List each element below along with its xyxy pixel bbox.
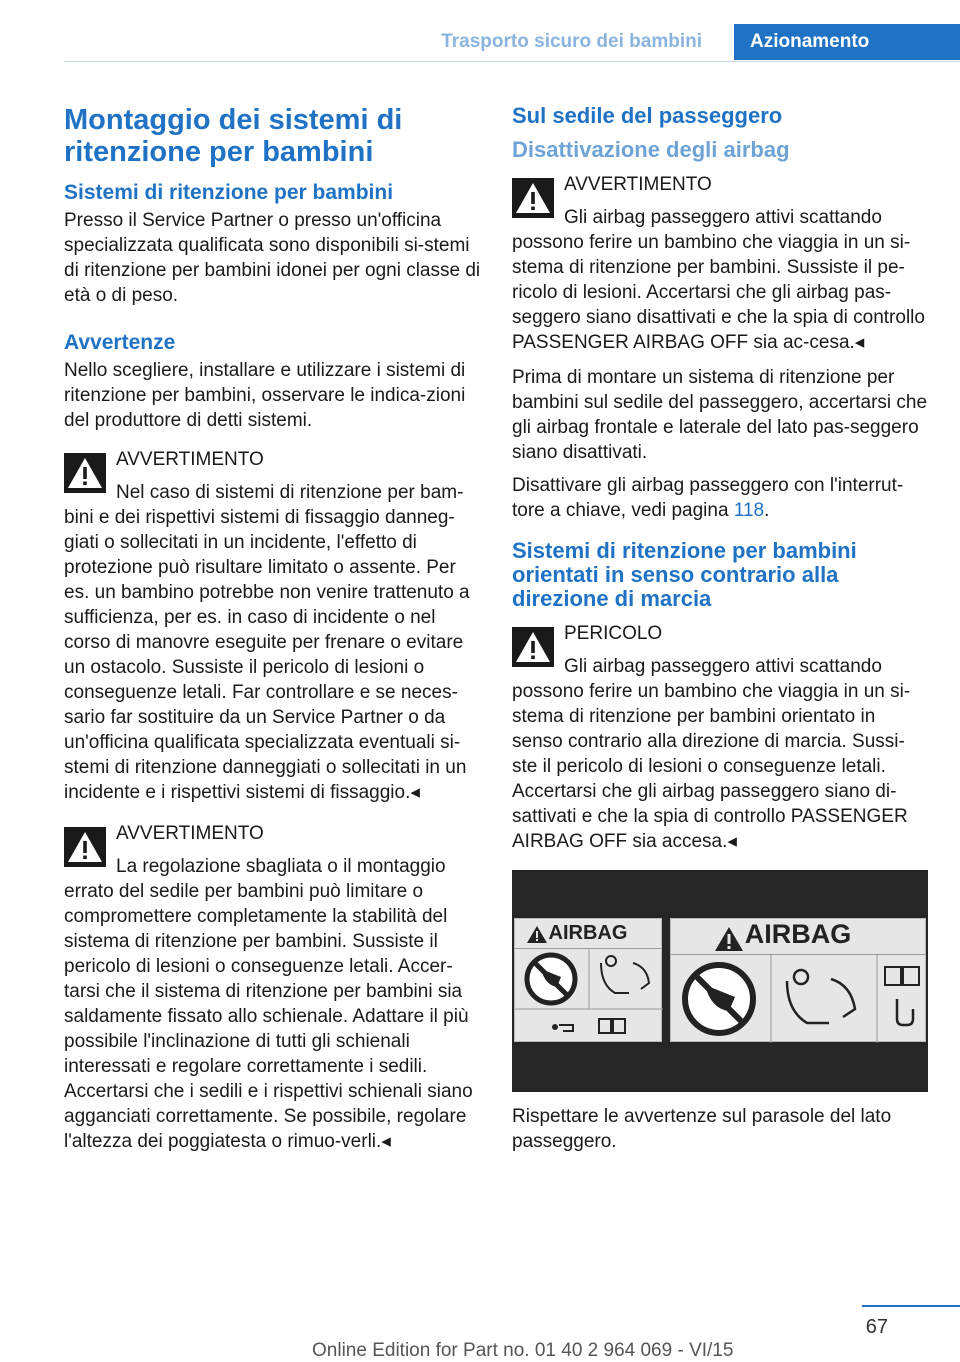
section-heading-avvertenze: Avvertenze [64,331,176,354]
prohibited-child-seat-icon [527,955,575,1003]
section-heading-disattivazione: Disattivazione degli airbag [512,137,790,162]
danger-label: PERICOLO [564,623,663,644]
warning-triangle-icon [527,926,547,943]
breadcrumb[interactable]: Trasporto sicuro dei bambini [441,31,702,52]
warning-triangle-icon [512,178,554,218]
pointing-hand-icon [553,1025,573,1031]
prohibited-child-seat-icon [685,965,753,1033]
warning-text: La regolazione sbagliata o il montaggio errato del sedile per bambini può limitare o compromettere completamente la stabilità del sistema di ritenzione per bambini. Sussiste il pericolo di lesioni o conseguenze letali. Accer-tarsi che il sistema di ritenzione per bambini sia saldamente fissato allo schienale. Adattare il più possibile l'inclinazione di tutti gli schienali interessati e regolare correttamente i sedili. Accertarsi che i sedili e i rispettivi schienali siano agganciati correttamente. Se possibile, regolare l'altezza dei poggiatesta o rimuo-verli.◂ [64,856,473,1152]
page-number: 67 [865,1316,888,1338]
section-text-sistemi: Presso il Service Partner o presso un'officina specializzata qualificata sono disponibili si-stemi di ritenzione per bambini idonei per ogni classe di età o di peso. [64,210,481,306]
paragraph-prima-di-montare: Prima di montare un sistema di ritenzione per bambini sul sedile del passeggero, accertarsi che gli airbag frontale e laterale del lato pas-seggero siano disattivati. [512,367,928,463]
paragraph-end: . [764,500,770,521]
section-heading-orientati: Sistemi di ritenzione per bambini orientati in senso contrario alla direzione di marcia [512,538,857,611]
airbag-deploy-icon [601,956,649,993]
warning-label: AVVERTIMENTO [564,174,712,195]
warning-block-2 [64,821,482,1154]
airbag-label-small [514,918,662,1042]
warning-triangle-icon [64,827,106,867]
warning-triangle-icon [64,453,106,493]
airbag-label-large-title: AIRBAG [671,919,925,955]
airbag-deploy-icon [787,970,855,1023]
warning-block-1 [64,447,482,805]
warning-triangle-icon [715,927,743,951]
edition-footer: Online Edition for Part no. 01 40 2 964 069 - VI/15 [312,1340,734,1361]
section-heading-sistemi: Sistemi di ritenzione per bambini [64,181,394,204]
warning-label: AVVERTIMENTO [116,449,264,470]
airbag-label-large [670,918,926,1042]
section-text-avvertenze: Nello scegliere, installare e utilizzare i sistemi di ritenzione per bambini, osservare le indica-zioni del produttore di detti sistemi. [64,360,466,431]
paragraph-text: Disattivare gli airbag passeggero con l'interrut-tore a chiave, vedi pagina [512,475,904,521]
header-divider [64,61,960,62]
warning-block-3 [512,172,930,355]
left-column [64,104,482,1164]
warning-label: AVVERTIMENTO [116,823,264,844]
pointing-hand-icon [897,999,913,1025]
photo-caption: Rispettare le avvertenze sul parasole del lato passeggero. [512,1106,892,1152]
warning-text: Gli airbag passeggero attivi scattando possono ferire un bambino che viaggia in un si-stema di ritenzione per bambini. Sussiste il pe-ricolo di lesioni. Accertarsi che gli airbag pas-seggero siano disattivati e che la spia di controllo PASSENGER AIRBAG OFF sia ac-cesa.◂ [512,207,925,353]
right-column [512,104,930,1162]
footer-divider [862,1305,960,1307]
warning-triangle-icon [512,627,554,667]
manual-book-icon [599,1019,625,1033]
section-tab-azionamento[interactable]: Azionamento [734,24,960,60]
page-title: Montaggio dei sistemi di ritenzione per bambini [64,104,403,168]
airbag-sticker-photo [512,870,928,1092]
page-link-118[interactable]: 118 [733,500,765,521]
paragraph-disattivare [512,473,930,523]
danger-text: Gli airbag passeggero attivi scattando possono ferire un bambino che viaggia in un si-stema di ritenzione per bambini orientato in senso contrario alla direzione di marcia. Sussi-ste il pericolo di lesioni o conseguenze letali. Accertarsi che gli airbag passeggero siano di-sattivati e che la spia di controllo PASSENGER AIRBAG OFF sia accesa.◂ [512,656,911,852]
section-heading-sedile: Sul sedile del passeggero [512,103,783,128]
warning-text: Nel caso di sistemi di ritenzione per bam-bini e dei rispettivi sistemi di fissaggio danneg-giati o sollecitati in un incidente, l'effetto di protezione può risultare limitato o assente. Per es. un bambino potrebbe non venire trattenuto a sufficienza, per es. in caso di incidente o nel corso di manovre eseguite per frenare o evitare un ostacolo. Sussiste il pericolo di lesioni o conseguenze letali. Far controllare e se neces-sario far sostituire da un Service Partner o da un'officina qualificata specializzata eventuali si-stemi di ritenzione danneggiati o sollecitati in un incidente e i rispettivi sistemi di fissaggio.◂ [64,482,470,803]
airbag-label-small-title: AIRBAG [515,919,661,949]
manual-book-icon [885,967,919,985]
page-header [64,24,960,62]
danger-block [512,621,930,854]
